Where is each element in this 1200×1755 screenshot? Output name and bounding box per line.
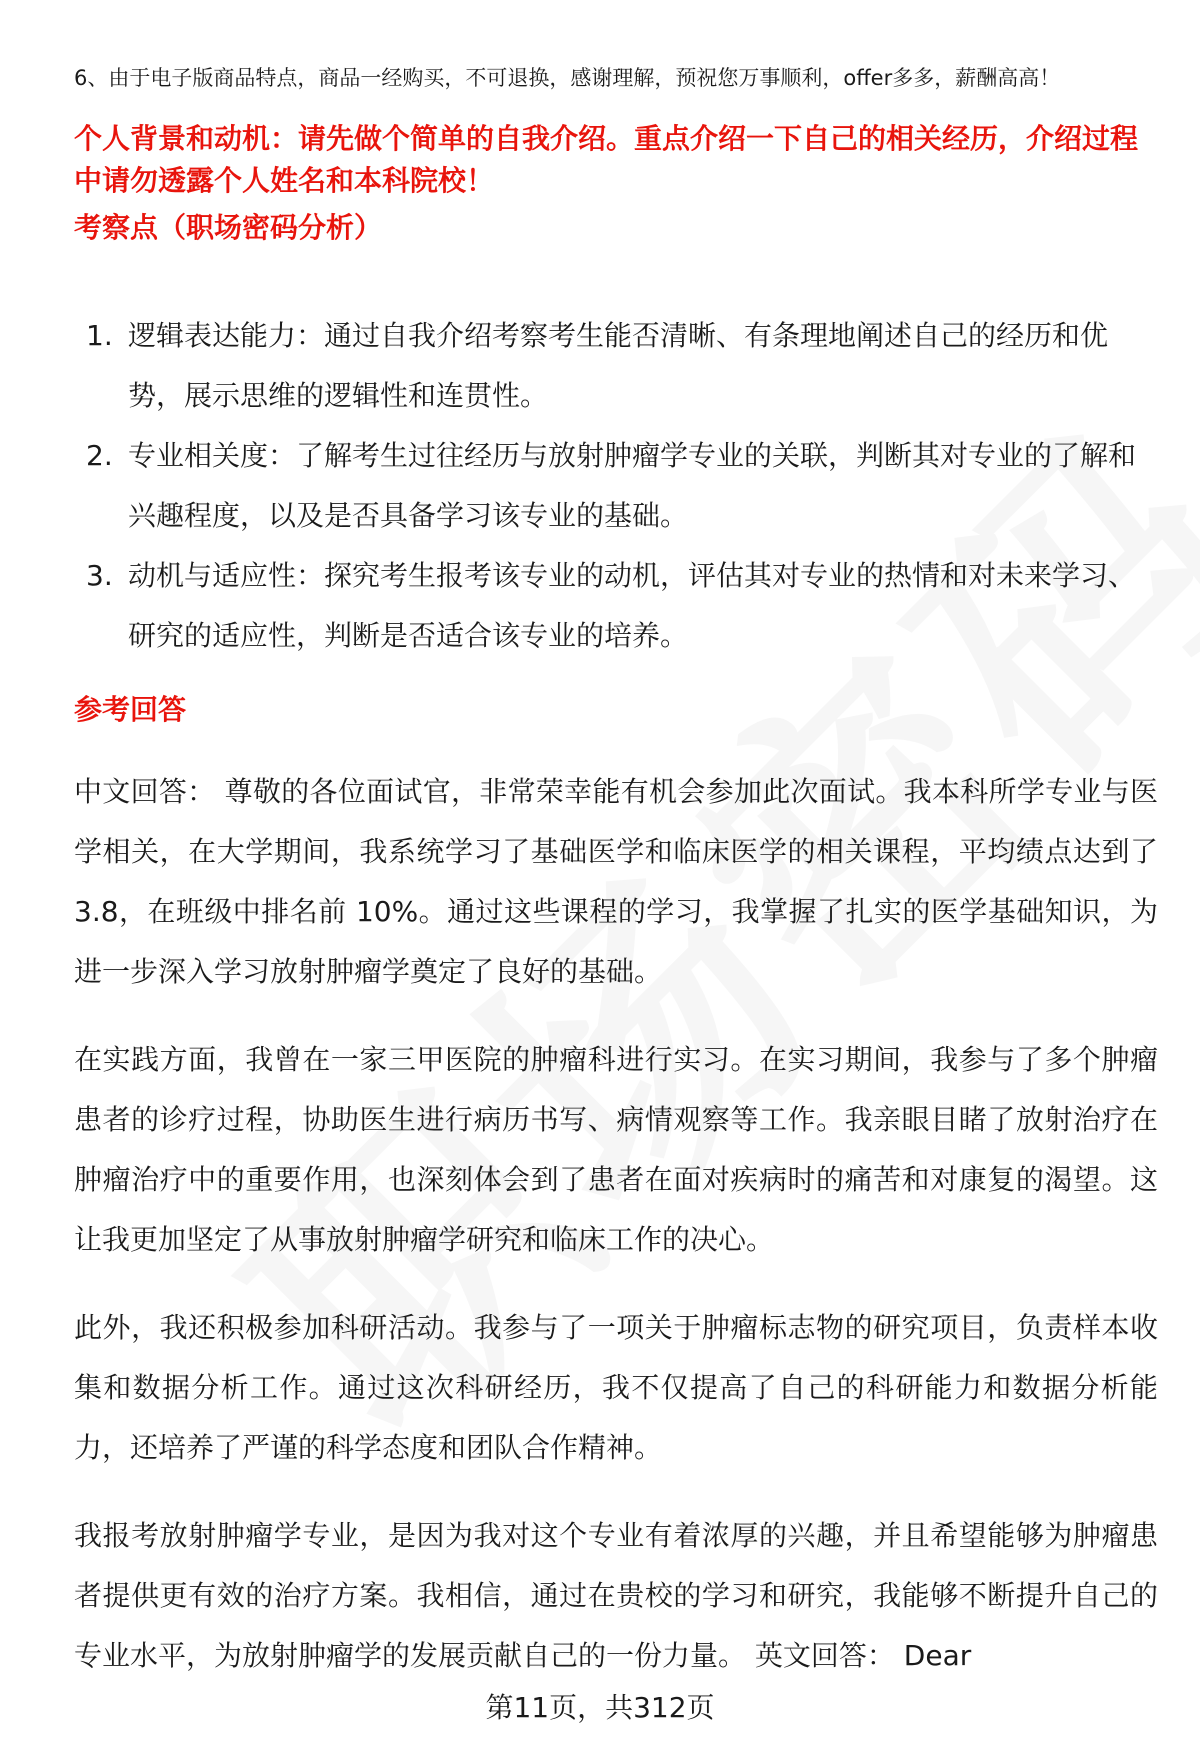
list-item: [74, 426, 1154, 546]
list-item: [74, 546, 1154, 666]
answer-paragraph: 我报考放射肿瘤学专业，是因为我对这个专业有着浓厚的兴趣，并且希望能够为肿瘤患者提供更有效的治疗方案。我相信，通过在贵校的学习和研究，我能够不断提升自己的专业水平，为放射肿瘤学的发展贡献自己的一份力量。 英文回答： Dear: [74, 1519, 1158, 1672]
points-heading: 考察点（职场密码分析）: [74, 211, 383, 244]
question-text: 个人背景和动机：请先做个简单的自我介绍。重点介绍一下自己的相关经历，介绍过程中请勿透露个人姓名和本科院校！: [74, 122, 1139, 197]
list-item-text: 逻辑表达能力：通过自我介绍考察考生能否清晰、有条理地阐述自己的经历和优势，展示思维的逻辑性和连贯性。: [128, 319, 1109, 412]
answer-paragraph: 中文回答： 尊敬的各位面试官，非常荣幸能有机会参加此次面试。我本科所学专业与医学相关，在大学期间，我系统学习了基础医学和临床医学的相关课程，平均绩点达到了 3.8，在班级中排名前 10%。通过这些课程的学习，我掌握了扎实的医学基础知识，为进一步深入学习放射肿瘤学奠定了良好的基础。: [74, 775, 1158, 988]
answer-paragraph: 此外，我还积极参加科研活动。我参与了一项关于肿瘤标志物的研究项目，负责样本收集和数据分析工作。通过这次科研经历，我不仅提高了自己的科研能力和数据分析能力，还培养了严谨的科学态度和团队合作精神。: [74, 1311, 1158, 1464]
page-number-footer: 第11页，共312页: [485, 1691, 715, 1724]
list-item-text: 动机与适应性：探究考生报考该专业的动机，评估其对专业的热情和对未来学习、研究的适应性，判断是否适合该专业的培养。: [128, 559, 1137, 652]
list-item-number: 3.: [86, 559, 113, 592]
list-item-text: 专业相关度：了解考生过往经历与放射肿瘤学专业的关联，判断其对专业的了解和兴趣程度，以及是否具备学习该专业的基础。: [128, 439, 1137, 532]
answer-heading: 参考回答: [74, 693, 187, 726]
assessment-points-list: [74, 306, 1154, 666]
answer-paragraph: 在实践方面，我曾在一家三甲医院的肿瘤科进行实习。在实习期间，我参与了多个肿瘤患者的诊疗过程，协助医生进行病历书写、病情观察等工作。我亲眼目睹了放射治疗在肿瘤治疗中的重要作用，也深刻体会到了患者在面对疾病时的痛苦和对康复的渴望。这让我更加坚定了从事放射肿瘤学研究和临床工作的决心。: [74, 1043, 1158, 1256]
list-item-number: 2.: [86, 439, 113, 472]
list-item: [74, 306, 1154, 426]
purchase-notice: 6、由于电子版商品特点，商品一经购买，不可退换，感谢理解，预祝您万事顺利，offer多多，薪酬高高！: [74, 66, 1061, 90]
list-item-number: 1.: [86, 319, 113, 352]
